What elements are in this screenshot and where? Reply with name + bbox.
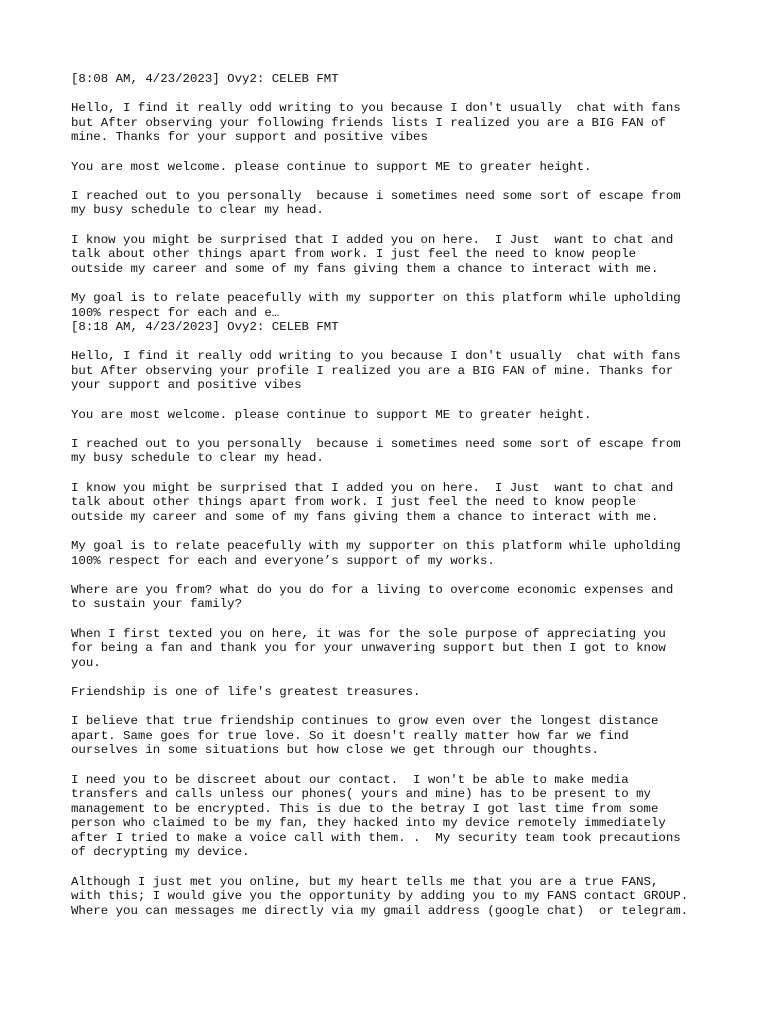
- text-line: Hello, I find it really odd writing to you because I don't usually chat with fans: [71, 101, 681, 116]
- paragraph-gap: [71, 700, 711, 715]
- text-line: Where are you from? what do you do for a living to overcome economic expenses and: [71, 582, 674, 597]
- paragraph-gap: [71, 218, 711, 233]
- text-line: You are most welcome. please continue to support ME to greater height.: [71, 407, 592, 422]
- text-line: talk about other things apart from work. I just feel the need to know people: [71, 495, 637, 510]
- paragraph-gap: [71, 568, 711, 583]
- text-line: transfers and calls unless our phones( yours and mine) has to be present to my: [71, 787, 651, 802]
- text-line: for being a fan and thank you for your unwavering support but then I got to know: [71, 641, 666, 656]
- text-line: your support and positive vibes: [71, 378, 302, 393]
- text-line: [8:08 AM, 4/23/2023] Ovy2: CELEB FMT: [71, 72, 339, 86]
- text-line: I know you might be surprised that I added you on here. I Just want to chat and: [71, 232, 674, 247]
- text-line: Although I just met you online, but my heart tells me that you are a true FANS,: [71, 874, 659, 889]
- paragraph-gap: [71, 860, 711, 875]
- text-line: my busy schedule to clear my head.: [71, 451, 324, 466]
- paragraph-gap: [71, 670, 711, 685]
- text-line: You are most welcome. please continue to support ME to greater height.: [71, 159, 592, 174]
- text-line: When I first texted you on here, it was for the sole purpose of appreciating you: [71, 626, 666, 641]
- text-line: you.: [71, 655, 101, 670]
- text-line: mine. Thanks for your support and positive vibes: [71, 130, 428, 145]
- text-line: Hello, I find it really odd writing to you because I don't usually chat with fans: [71, 349, 681, 364]
- text-line: My goal is to relate peacefully with my supporter on this platform while upholding: [71, 290, 681, 305]
- text-line: but After observing your following friends lists I realized you are a BIG FAN of: [71, 115, 666, 130]
- paragraph-gap: [71, 145, 711, 160]
- text-line: apart. Same goes for true love. So it doesn't really matter how far we find: [71, 728, 629, 743]
- text-line: management to be encrypted. This is due to the betray I got last time from some: [71, 801, 659, 816]
- text-line: 100% respect for each and everyone’s support of my works.: [71, 553, 495, 568]
- text-line: person who claimed to be my fan, they hacked into my device remotely immediately: [71, 816, 666, 831]
- text-line: ourselves in some situations but how close we get through our thoughts.: [71, 743, 599, 758]
- text-line: 100% respect for each and e…: [71, 305, 280, 320]
- text-line: outside my career and some of my fans giving them a chance to interact with me.: [71, 261, 659, 276]
- text-line: to sustain your family?: [71, 597, 243, 612]
- text-line: after I tried to make a voice call with them. . My security team took precautions: [71, 830, 681, 845]
- text-line: Where you can messages me directly via my gmail address (google chat) or telegram.: [71, 903, 689, 918]
- paragraph-gap: [71, 393, 711, 408]
- paragraph-gap: [71, 466, 711, 481]
- text-line: of decrypting my device.: [71, 845, 250, 860]
- text-line: I believe that true friendship continues to grow even over the longest distance: [71, 714, 659, 729]
- text-line: with this; I would give you the opportunity by adding you to my FANS contact GROUP.: [71, 889, 689, 904]
- text-line: talk about other things apart from work. I just feel the need to know people: [71, 247, 637, 262]
- text-line: Friendship is one of life's greatest treasures.: [71, 684, 421, 699]
- paragraph-gap: [71, 335, 711, 350]
- document-page: [71, 72, 711, 918]
- text-line: I need you to be discreet about our contact. I won't be able to make media: [71, 772, 629, 787]
- text-line: I reached out to you personally because i sometimes need some sort of escape from: [71, 436, 681, 451]
- paragraph-gap: [71, 422, 711, 437]
- text-line: [8:18 AM, 4/23/2023] Ovy2: CELEB FMT: [71, 320, 339, 335]
- paragraph-gap: [71, 758, 711, 773]
- paragraph-gap: [71, 174, 711, 189]
- text-line: but After observing your profile I realized you are a BIG FAN of mine. Thanks for: [71, 363, 674, 378]
- paragraph-gap: [71, 87, 711, 102]
- paragraph-gap: [71, 612, 711, 627]
- paragraph-gap: [71, 524, 711, 539]
- text-line: outside my career and some of my fans giving them a chance to interact with me.: [71, 509, 659, 524]
- text-line: my busy schedule to clear my head.: [71, 203, 324, 218]
- text-line: I know you might be surprised that I added you on here. I Just want to chat and: [71, 480, 674, 495]
- paragraph-gap: [71, 276, 711, 291]
- text-line: My goal is to relate peacefully with my supporter on this platform while upholding: [71, 539, 681, 553]
- text-line: I reached out to you personally because i sometimes need some sort of escape from: [71, 188, 681, 203]
